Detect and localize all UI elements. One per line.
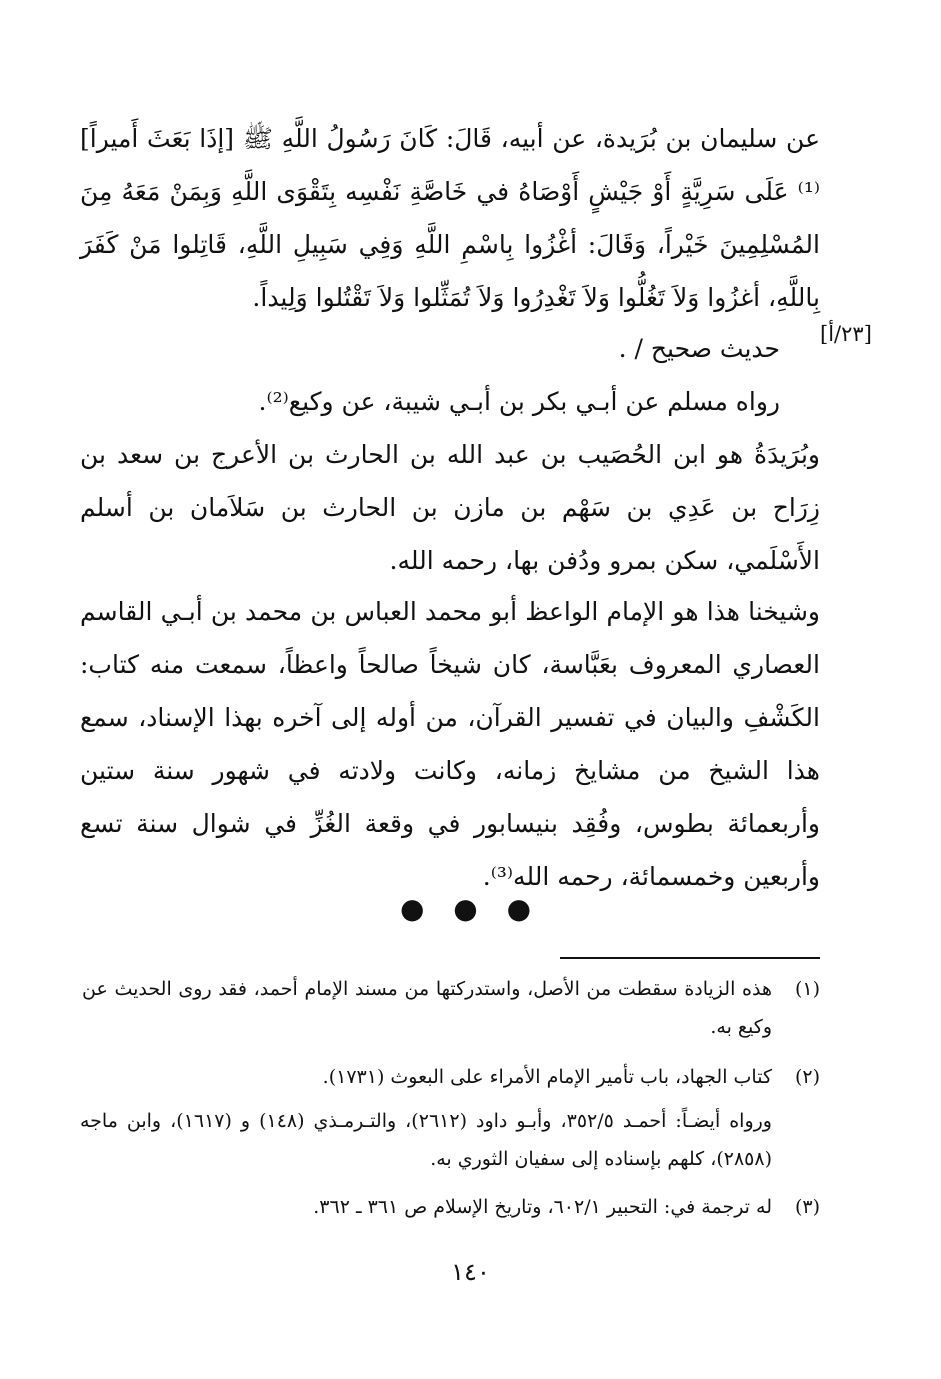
narrator-biography: وبُرَيدَةُ هو ابن الحُصَيب بن عبد الله بن الحارث بن الأعرج بن سعد بن زِرَاح بن عَدِي بن سَهْم بن مازن بن الحارث بن سَلاَمان بن أسلم الأَسْلَمي، سكن بمرو ودُفن بها، رحمه الله. [80,440,820,575]
footnote-number: (٣) [794,1196,820,1218]
sheikh-biography: وشيخنا هذا هو الإمام الواعظ أبو محمد العباس بن محمد بن أبـي القاسم العصاري المعروف بعَبَّاسة، كان شيخاً صالحاً واعظاً، سمعت منه كتاب: الكَشْفِ والبيان في تفسير القرآن، من أوله إلى آخره بهذا الإسناد، سمع هذا الشيخ من مشايخ زمانه، وكانت ولادته في شهور سنة ستين وأربعمائة بطوس، وفُقِد بنيسابور في وقعة الغُزِّ في شوال سنة تسع وأربعين وخمسمائة، رحمه الله⁽³⁾. [80,597,820,891]
hadith-grade: حديث صحيح / . [618,334,780,363]
margin-folio-reference: [٢٣/أ] [820,322,872,346]
narration-source: رواه مسلم عن أبـي بكر بن أبـي شيبة، عن وكيع⁽²⁾. [258,387,780,416]
section-ornament: ● ● ● [399,892,542,925]
footnote-1 [80,970,820,1046]
footnote-number: (٢) [794,1066,820,1088]
footnote-2-continuation: ورواه أيضـاً: أحمـد ٣٥٢/٥، وأبـو داود (٢٦١٢)، والتـرمـذي (١٤٨) و (١٦١٧)، وابن ماجه (٢٨٥٨)، كلهم بإسناده إلى سفيان الثوري به. [80,1110,772,1170]
footnote-text: له ترجمة في: التحبير ٦٠٢/١، وتاريخ الإسلام ص ٣٦١ ـ ٣٦٢. [313,1196,772,1218]
footnote-text: هذه الزيادة سقطت من الأصل، واستدركتها من مسند الإمام أحمد، فقد روى الحديث عن وكيع به. [82,978,772,1038]
footnote-separator [560,957,820,959]
footnote-number: (١) [794,978,820,1000]
footnote-3 [80,1188,820,1226]
footnote-2 [80,1058,820,1096]
page-number: ١٤٠ [451,1258,490,1286]
hadith-paragraph: عن سليمان بن بُرَيدة، عن أبيه، قَالَ: كَانَ رَسُولُ اللَّهِ ﷺ [إذَا بَعَثَ أَميراً]⁽¹⁾ عَلَى سَرِيَّةٍ أَوْ جَيْشٍ أَوْصَاهُ في خَاصَّةِ نَفْسِه بِتَقْوَى اللَّهِ وَبِمَنْ مَعَهُ مِنَ المُسْلِمِينَ خَيْراً، وَقَالَ: أغْزُوا بِاسْمِ اللَّهِ وَفِي سَبِيلِ اللَّهِ، قَاتِلوا مَنْ كَفَرَ بِاللَّهِ، أغزُوا وَلاَ تَغُلُّوا وَلاَ تَغْدِرُوا وَلاَ تُمَثِّلوا وَلاَ تَقْتُلوا وَلِيداً. [80,124,820,312]
footnote-text: كتاب الجهاد، باب تأمير الإمام الأمراء على البعوث (١٧٣١). [322,1066,772,1088]
